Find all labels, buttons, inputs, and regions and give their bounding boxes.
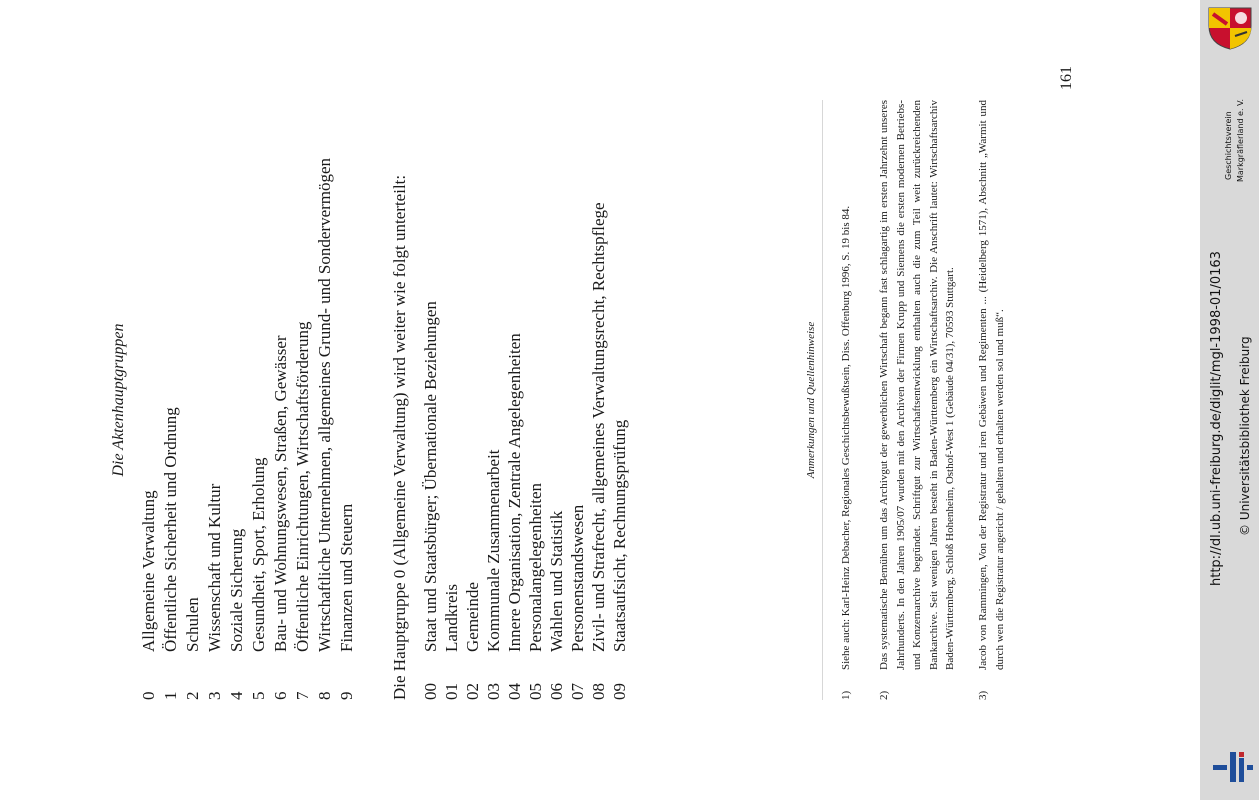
group-label: Bau- und Wohnungswesen, Straßen, Gewässer [271,335,290,652]
subgroup-row [441,584,463,700]
subgroup-number: 05 [526,683,545,700]
subgroup-row [525,483,547,700]
footnote [838,100,872,700]
footnote-text: Siehe auch: Karl-Heinz Debacher, Regionales Geschichtsbewußtsein, Diss. Offenburg 1996, S. 19 bis 84. [840,205,852,670]
footnote [975,100,1027,700]
footnote-text: Jacob von Rammingen, Von der Registratur und iren Gebäwen und Regimenten ... (Heidelberg 1571), Abschnitt „Warmit und durch wen die Registratur angericht / gehalten und erhalten werden sol und muß“. [977,100,1006,670]
subgroup-label: Innere Organisation, Zentrale Angelegenheiten [505,333,524,652]
group-number: 4 [227,691,246,700]
group-label: Soziale Sicherung [227,528,246,652]
group-row [314,158,336,700]
footnote-text: Das systematische Bemühen um das Archivgut der gewerblichen Wirtschaft begann fast schlagartig im ersten Jahrzehnt unseres Jahrhunderts. In den Jahren 1905/07 wurden mit den Archiven der Firmen Krupp und Siemens die ersten modernen Betriebs- und Konzernarchive begründet. Schriftgut zur Wirtschaftsentwicklung enthalten auch die zum Teil weit zurückreichenden Bankarchive. Seit wenigen Jahren besteht in Baden-Württemberg ein Wirtschaftsarchiv. Die Anschrift lautet: Wirtschaftsarchiv Baden-Württemberg, Schloß Hohenheim, Osthof-West 1 (Gebäude 04/31), 70593 Stuttgart. [878,100,956,670]
group-row [270,335,292,700]
group-row [204,484,226,700]
subgroup-number: 00 [421,683,440,700]
group-row [248,457,270,700]
subgroup-row [546,511,568,700]
subgroup-row [462,582,484,700]
group-number: 6 [271,691,290,700]
permalink-url[interactable]: http://dl.ub.uni-freiburg.de/diglit/mgl-1998-01/0163 [1209,251,1224,586]
subgroup-number: 07 [568,683,587,700]
subgroup-row [588,202,610,700]
subgroup-label: Zivil- und Strafrecht, allgemeines Verwaltungsrecht, Rechtspflege [589,202,608,652]
subgroup-number: 02 [463,683,482,700]
subgroup-row [567,505,589,700]
group-label: Öffentliche Einrichtungen, Wirtschaftsförderung [293,321,312,652]
page-number: 161 [1058,66,1075,90]
subgroup-intro: Die Hauptgruppe 0 (Allgemeine Verwaltung) wird weiter wie folgt unterteilt: [390,174,409,700]
group-number: 2 [183,691,202,700]
group-label: Öffentliche Sicherheit und Ordnung [161,407,180,652]
group-label: Allgemeine Verwaltung [139,490,158,652]
group-row [336,504,358,700]
group-row [160,407,182,700]
group-number: 1 [161,691,180,700]
subgroup-label: Staat und Staatsbürger; Übernationale Beziehungen [421,301,440,652]
subgroup-label: Personalangelegenheiten [526,483,545,652]
group-row [226,529,248,700]
subgroup-label: Personenstandswesen [568,504,587,652]
subgroup-number: 03 [484,683,503,700]
subgroup-label: Staatsaufsicht, Rechnungsprüfung [610,419,629,652]
subgroup-number: 04 [505,683,524,700]
org-name-line1: Geschichtsverein [1224,111,1233,180]
subgroup-label: Landkreis [442,584,461,652]
group-number: 3 [205,691,224,700]
org-name-line2: Markgräflerland e. V. [1236,98,1245,182]
subgroup-row [609,420,631,700]
notes-divider [822,100,823,700]
group-row [138,490,160,700]
group-number: 7 [293,691,312,700]
group-row [292,321,314,700]
group-label: Schulen [183,597,202,652]
subgroup-number: 08 [589,683,608,700]
subgroup-number: 01 [442,683,461,700]
page-title: Die Aktenhauptgruppen [110,323,127,477]
group-row [182,597,204,700]
subgroup-number: 06 [547,683,566,700]
subgroup-row [504,333,526,700]
university-library-logo-icon [1213,748,1253,786]
footnote-number: 3) [977,690,989,700]
footnote-number: 2) [878,690,890,700]
coat-of-arms-icon [1207,6,1253,50]
group-number: 9 [337,691,356,700]
subgroup-label: Wahlen und Statistik [547,510,566,652]
notes-heading: Anmerkungen und Quellenhinweise [805,321,817,479]
copyright-notice: © Universitätsbibliothek Freiburg [1238,336,1252,536]
footnote [876,100,976,700]
group-number: 5 [249,691,268,700]
group-label: Gesundheit, Sport, Erholung [249,457,268,652]
group-number: 0 [139,691,158,700]
subgroup-row [420,301,442,700]
subgroup-number: 09 [610,683,629,700]
group-label: Wirtschaftliche Unternehmen, allgemeines Grund- und Sondervermögen [315,157,334,652]
group-number: 8 [315,691,334,700]
subgroup-label: Gemeinde [463,582,482,652]
subgroup-row [483,449,505,700]
group-label: Finanzen und Steuern [337,503,356,652]
subgroup-label: Kommunale Zusammenarbeit [484,449,503,652]
footnote-number: 1) [840,690,852,700]
group-label: Wissenschaft und Kultur [205,483,224,652]
